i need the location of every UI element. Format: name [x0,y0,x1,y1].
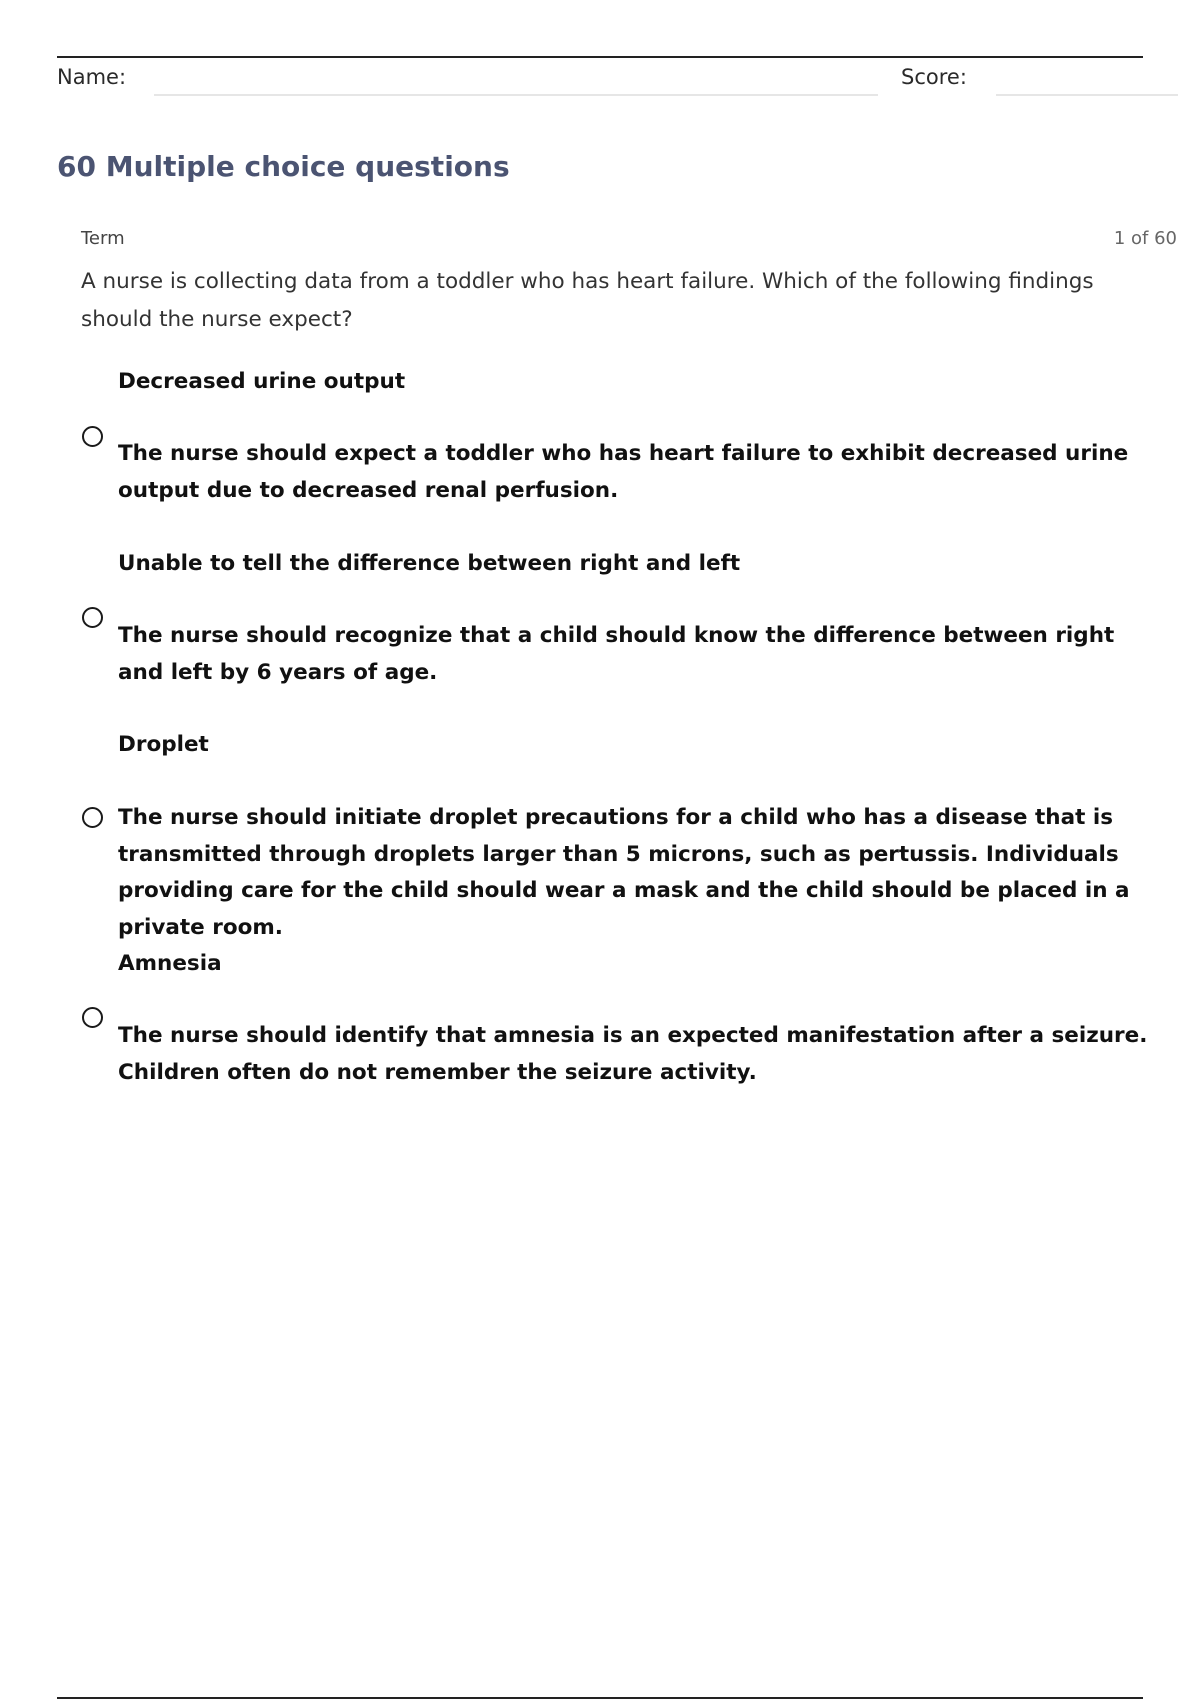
question-text: A nurse is collecting data from a toddler who has heart failure. Which of the following findings should the nurse expect? [81,269,1094,332]
option-1-radio[interactable] [82,426,103,447]
option-2-radio[interactable] [82,607,103,628]
bottom-rule [57,1697,1143,1699]
question-counter: 1 of 60 [1113,228,1177,249]
score-label: Score: [901,65,967,89]
page-title: 60 Multiple choice questions [57,150,510,183]
option-4-title: Amnesia [118,951,222,976]
name-label: Name: [57,65,127,89]
option-3-explanation: The nurse should initiate droplet precautions for a child who has a disease that is transmitted through droplets larger than 5 microns, such as pertussis. Individuals providing care for the child should wear a mask and the child should be placed in a private room. [118,805,1130,940]
option-1-explanation: The nurse should expect a toddler who has heart failure to exhibit decreased urine output due to decreased renal perfusion. [118,441,1129,503]
term-label: Term [81,228,125,249]
score-input-line[interactable] [996,94,1178,96]
option-4-explanation: The nurse should identify that amnesia is an expected manifestation after a seizure. Children often do not remember the seizure activity. [118,1023,1148,1085]
option-2-explanation: The nurse should recognize that a child should know the difference between right and left by 6 years of age. [118,623,1115,685]
option-1-title: Decreased urine output [118,369,406,394]
top-rule [57,56,1143,58]
option-3-title: Droplet [118,732,209,757]
option-3-radio[interactable] [82,807,103,828]
name-input-line[interactable] [154,94,878,96]
option-4-radio[interactable] [82,1007,103,1028]
option-2-title: Unable to tell the difference between right and left [118,551,741,576]
